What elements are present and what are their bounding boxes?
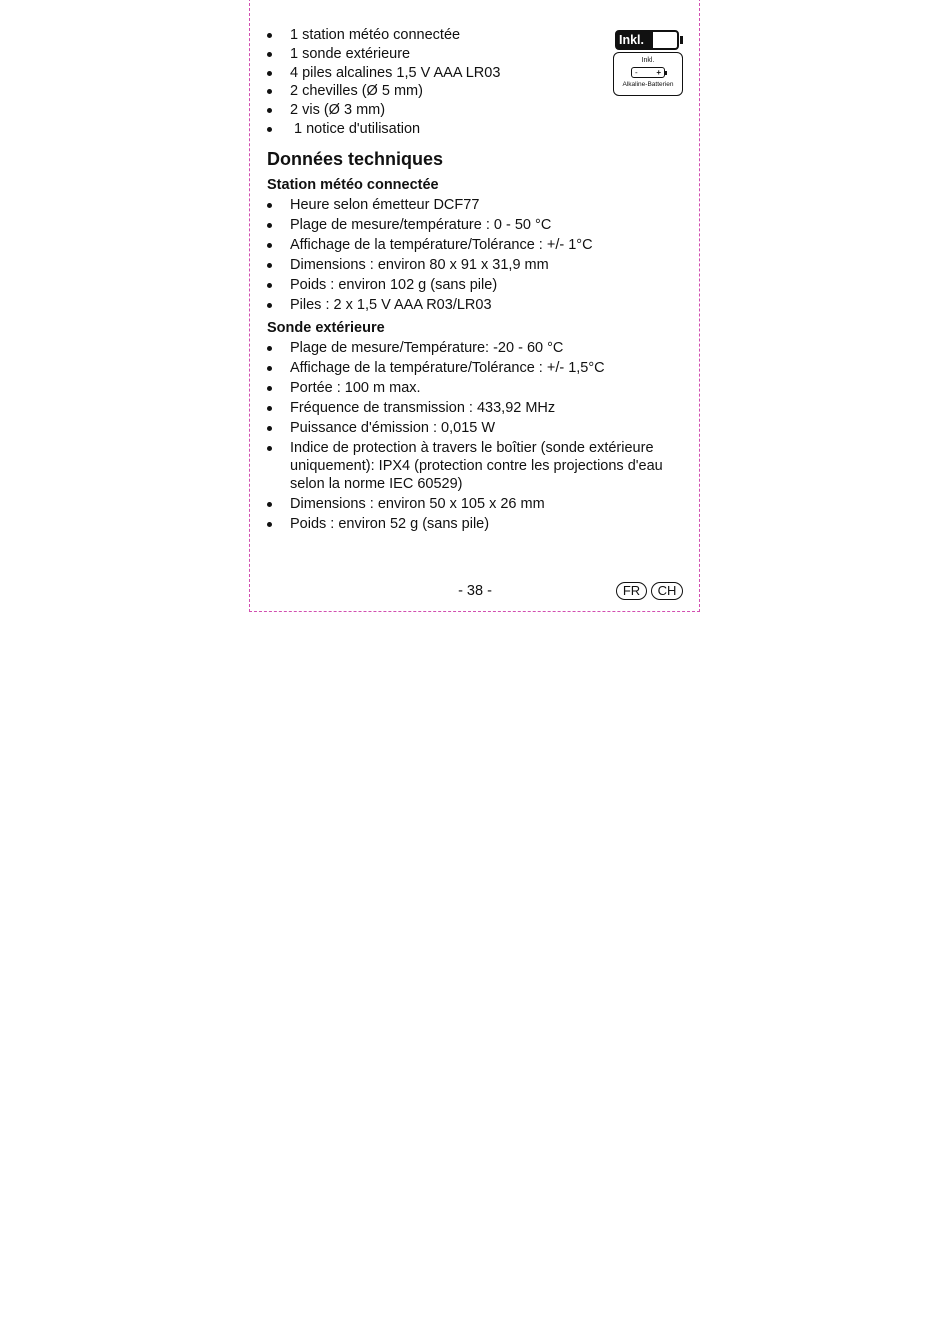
package-contents-list <box>267 26 687 138</box>
sensor-heading: Sonde extérieure <box>267 319 385 336</box>
list-item: Piles : 2 x 1,5 V AAA R03/LR03 <box>267 296 687 314</box>
list-item: Poids : environ 102 g (sans pile) <box>267 276 687 294</box>
list-item: 1 notice d'utilisation <box>267 120 687 138</box>
badge-bottom-label: Alkaline-Batterien <box>622 81 674 88</box>
list-item: Puissance d'émission : 0,015 W <box>267 419 687 437</box>
list-item: Heure selon émetteur DCF77 <box>267 196 687 214</box>
list-item: Portée : 100 m max. <box>267 379 687 397</box>
language-badge-ch: CH <box>651 582 683 600</box>
sensor-specs-list <box>267 339 687 533</box>
station-specs-list <box>267 196 687 314</box>
badge-top-label: Inkl. <box>617 32 653 48</box>
section-title: Données techniques <box>267 148 444 169</box>
list-item: Poids : environ 52 g (sans pile) <box>267 515 687 533</box>
list-item: Plage de mesure/Température: -20 - 60 °C <box>267 339 687 357</box>
page-number: - 38 - <box>458 583 492 599</box>
station-heading: Station météo connectée <box>267 176 439 193</box>
list-item: Plage de mesure/température : 0 - 50 °C <box>267 216 687 234</box>
list-item: 4 piles alcalines 1,5 V AAA LR03 <box>267 64 687 82</box>
list-item: 2 chevilles (Ø 5 mm) <box>267 82 687 100</box>
list-item: 1 sonde extérieure <box>267 45 687 63</box>
language-badge-fr: FR <box>616 582 647 600</box>
list-item: Affichage de la température/Tolérance : +/- 1,5°C <box>267 359 687 377</box>
list-item: Fréquence de transmission : 433,92 MHz <box>267 399 687 417</box>
battery-plus-sign: + <box>656 68 661 77</box>
list-item: 1 station météo connectée <box>267 26 687 44</box>
badge-small-label: Inkl. <box>641 57 655 64</box>
list-item: Indice de protection à travers le boîtier (sonde extérieure uniquement): IPX4 (protection contre les projections d'eau selon la norme IEC 60529) <box>267 439 687 493</box>
page-content <box>267 26 687 535</box>
list-item: Affichage de la température/Tolérance : +/- 1°C <box>267 236 687 254</box>
list-item: Dimensions : environ 80 x 91 x 31,9 mm <box>267 256 687 274</box>
battery-minus-sign: - <box>635 68 638 77</box>
list-item: 2 vis (Ø 3 mm) <box>267 101 687 119</box>
list-item: Dimensions : environ 50 x 105 x 26 mm <box>267 495 687 513</box>
